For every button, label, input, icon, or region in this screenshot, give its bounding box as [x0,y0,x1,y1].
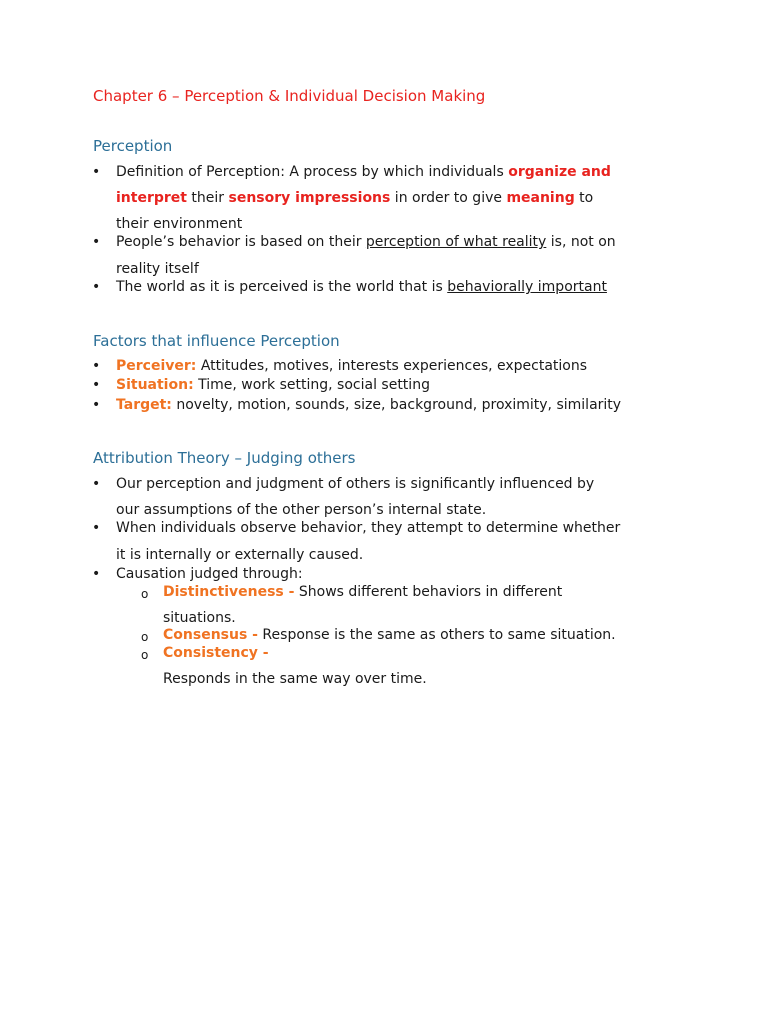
sub-list-item-continuation: Responds in the same way over time. [163,671,427,687]
item-text: People’s behavior is based on their [116,234,366,250]
bullet-glyph: • [92,358,101,374]
bullet-glyph: • [92,279,101,295]
sub-list-item [163,627,616,643]
highlight-text: sensory impressions [228,190,391,206]
item-text: to [574,190,594,206]
underlined-text: behaviorally important [447,279,607,295]
highlight-text: interpret [116,190,187,206]
bullet-glyph: • [92,476,101,492]
attribution-label: Consensus - [163,627,258,643]
item-text: Time, work setting, social setting [193,377,430,393]
attribution-label: Consistency - [163,645,269,661]
list-item: When individuals observe behavior, they attempt to determine whether [116,520,621,536]
sub-bullet-glyph: o [141,648,149,662]
list-item [116,234,616,250]
list-item-continuation: it is internally or externally caused. [116,547,364,563]
item-text: their [186,190,229,206]
sub-list-item-continuation: situations. [163,610,236,626]
item-text: in order to give [390,190,507,206]
underlined-text: perception of what reality [365,234,547,250]
item-text: Definition of Perception: A process by which individuals [116,164,509,180]
list-item: Causation judged through: [116,566,303,582]
factor-label: Situation: [116,377,194,393]
page-title: Chapter 6 – Perception & Individual Decision Making [93,87,486,105]
item-text: novelty, motion, sounds, size, background, proximity, similarity [171,397,622,413]
list-item [116,377,430,393]
attribution-label: Distinctiveness - [163,584,295,600]
factor-label: Perceiver: [116,358,197,374]
item-text: Attitudes, motives, interests experiences, expectations [196,358,588,374]
bullet-glyph: • [92,377,101,393]
bullet-glyph: • [92,164,101,180]
bullet-glyph: • [92,234,101,250]
list-item [116,164,611,180]
sub-bullet-glyph: o [141,630,149,644]
list-item-continuation: their environment [116,216,243,232]
item-text: Shows different behaviors in different [294,584,563,600]
section-heading-perception: Perception [93,137,173,155]
highlight-text: organize and [508,164,611,180]
bullet-glyph: • [92,397,101,413]
list-item-continuation: reality itself [116,261,199,277]
sub-bullet-glyph: o [141,587,149,601]
list-item [116,358,587,374]
sub-list-item [163,584,562,600]
highlight-text: meaning [506,190,575,206]
section-heading-attribution: Attribution Theory – Judging others [93,449,356,467]
item-text: is, not on [546,234,616,250]
item-text: The world as it is perceived is the world that is [116,279,448,295]
item-text: Response is the same as others to same situation. [257,627,616,643]
list-item [116,279,607,295]
sub-list-item [163,645,269,661]
list-item-continuation [116,190,593,206]
list-item-continuation: our assumptions of the other person’s internal state. [116,502,487,518]
list-item: Our perception and judgment of others is significantly influenced by [116,476,595,492]
bullet-glyph: • [92,566,101,582]
section-heading-factors: Factors that influence Perception [93,332,340,350]
factor-label: Target: [116,397,172,413]
list-item [116,397,621,413]
bullet-glyph: • [92,520,101,536]
